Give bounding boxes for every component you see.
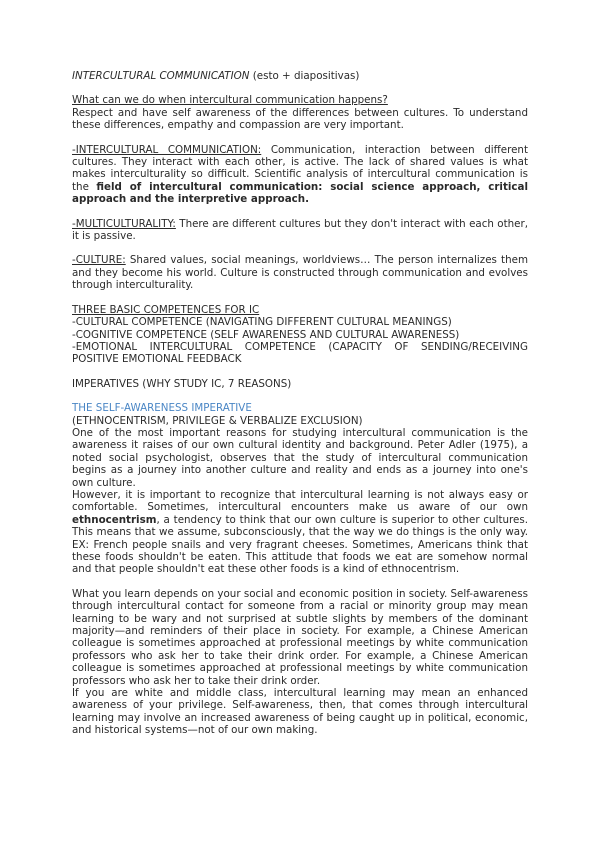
self-awareness-heading: THE SELF-AWARENESS IMPERATIVE	[72, 402, 252, 415]
self-awareness-subheading: (ETHNOCENTRISM, PRIVILEGE & VERBALIZE EXCLUSION)	[72, 414, 363, 427]
imperatives-heading: IMPERATIVES (WHY STUDY IC, 7 REASONS)	[72, 377, 292, 390]
culture-term: -CULTURE:	[72, 254, 126, 267]
competence-item: -EMOTIONAL INTERCULTURAL COMPETENCE (CAPACITY OF SENDING/RECEIVING POSITIVE EMOTIONAL FEEDBACK	[72, 340, 528, 366]
multiculturality-definition	[72, 218, 528, 243]
culture-definition	[72, 254, 528, 291]
self-awareness-paragraph-4: If you are white and middle class, intercultural learning may mean an enhanced awareness of your privilege. Self-awareness, then, that comes through intercultural learning may involve an increased awareness of being caught up in political, economic, and historical systems—not of our own making.	[72, 687, 528, 737]
para2-start: However, it is important to recognize that intercultural learning is not always easy or comfortable. Sometimes, intercultural encounters make us aware of our own	[72, 488, 528, 514]
culture-text: Shared values, social meanings, worldviews… The person internalizes them and they become his world. Culture is constructed through communication and evolves through interculturality.	[72, 254, 528, 292]
title-main: INTERCULTURAL COMMUNICATION	[72, 70, 250, 82]
question-body: Respect and have self awareness of the differences between cultures. To understand these differences, empathy and compassion are very important.	[72, 106, 528, 132]
question-heading: What can we do when intercultural communication happens?	[72, 94, 388, 107]
competence-item: -CULTURAL COMPETENCE (NAVIGATING DIFFERENT CULTURAL MEANINGS)	[72, 316, 452, 329]
intercultural-term: -INTERCULTURAL COMMUNICATION:	[72, 143, 262, 156]
competences-heading: THREE BASIC COMPETENCES FOR IC	[72, 303, 260, 316]
intercultural-bold: field of intercultural communication: social science approach, critical approach and the interpretive approach.	[72, 180, 528, 206]
para2-end: , a tendency to think that our own culture is superior to other cultures. This means that we assume, subconsciously, that the way we do things is the only way. EX: French people snails and very fragrant cheeses. Sometimes, Americans think that these foods shouldn't be eaten. This attitude that foods we eat are somehow normal and that people shouldn't eat these other foods is a kind of ethnocentrism.	[72, 513, 528, 576]
self-awareness-paragraph-1: One of the most important reasons for studying intercultural communication is the awareness it raises of our own cultural identity and background. Peter Adler (1975), a noted social psychologist, observes that the study of intercultural communication begins as a journey into another culture and reality and ends as a journey into one's own culture.	[72, 426, 528, 489]
document-title	[72, 70, 528, 82]
intercultural-definition	[72, 144, 528, 206]
ethnocentrism-term: ethnocentrism	[72, 513, 157, 526]
intercultural-text: Communication, interaction between different cultures. They interact with each other, is active. The lack of shared values is what makes interculturality so difficult. Scientific analysis of intercultural communication is the	[72, 143, 528, 193]
multiculturality-term: -MULTICULTURALITY:	[72, 217, 176, 230]
competence-item: -COGNITIVE COMPETENCE (SELF AWARENESS AND CULTURAL AWARENESS)	[72, 328, 460, 341]
title-note: (esto + diapositivas)	[249, 70, 360, 82]
multiculturality-text: There are different cultures but they don't interact with each other, it is passive.	[72, 217, 528, 243]
self-awareness-paragraph-2	[72, 489, 528, 576]
self-awareness-paragraph-3: What you learn depends on your social and economic position in society. Self-awareness through intercultural contact for someone from a racial or minority group may mean learning to be wary and not surprised at subtle slights by members of the dominant majority—and reminders of their place in society. For example, a Chinese American colleague is sometimes approached at professional meetings by white communication professors who ask her to take their drink order. For example, a Chinese American colleague is sometimes approached at professional meetings by white communication professors who ask her to take their drink order.	[72, 587, 528, 687]
